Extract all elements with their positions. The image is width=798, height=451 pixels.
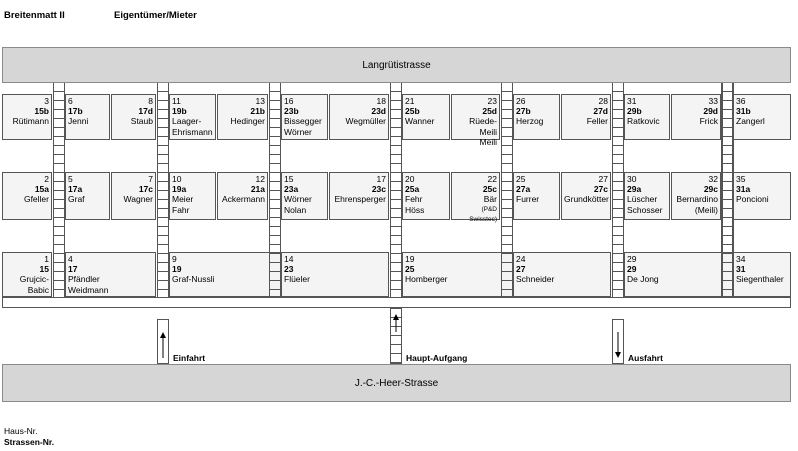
street-number: 29d [703,106,718,117]
street-number: 23b [284,106,299,117]
street-number: 27b [516,106,531,117]
house-number: 16 [284,96,294,106]
house-number: 21 [405,96,415,106]
street-number: 31 [736,264,746,275]
row3-unit-14 [281,252,389,297]
owner-name: Schneider [516,274,555,285]
street-number: 23d [371,106,386,117]
street-number: 27d [593,106,608,117]
row3-unit-4 [65,252,156,297]
house-number: 6 [68,96,73,106]
stairwell-8 [721,83,733,297]
owner-name: Furrer [516,194,540,205]
row1-unit-11 [169,94,216,140]
house-number: 25 [516,174,526,184]
row2-unit-17 [329,172,389,220]
row1-unit-36 [733,94,791,140]
row1-unit-21 [402,94,450,140]
house-number: 33 [708,96,718,106]
street-number: 27a [516,184,531,195]
street-bottom: J.-C.-Heer-Strasse [2,364,791,402]
row2-unit-27 [561,172,611,220]
owner-name: Frick [699,116,718,127]
owner-name: Ratkovic [627,116,660,127]
owner-name: Ehrensperger [334,194,386,205]
street-number: 17a [68,184,83,195]
street-number: 19b [172,106,187,117]
row1-unit-23 [451,94,500,147]
house-number: 14 [284,254,294,264]
owner-name-2: Nolan [284,204,307,215]
owner-name: Zangerl [736,116,765,127]
house-number: 5 [68,174,73,184]
owner-name: Siegenthaler [736,274,784,285]
row2-unit-7 [111,172,156,220]
house-number: 20 [405,174,415,184]
owner-name: Bissegger [284,116,322,127]
label-einfahrt: Einfahrt [173,353,206,363]
row1-unit-3 [2,94,52,140]
house-number: 4 [68,254,73,264]
arrow-down-icon [612,330,624,360]
owner-name: Jenni [68,116,89,127]
street-number: 17d [138,106,153,117]
house-number: 35 [736,174,746,184]
house-number: 12 [255,174,265,184]
house-number: 7 [148,174,153,184]
owner-name: Staub [130,116,153,127]
arrow-up-icon [157,330,169,360]
owner-name: Wegmüller [345,116,386,127]
house-number: 22 [487,174,497,184]
stairwell-3 [269,83,281,297]
house-number: 11 [172,96,181,106]
street-number: 15 [39,264,49,275]
stairwell-2 [157,83,169,297]
row1-unit-18 [329,94,389,140]
row2-unit-35 [733,172,791,220]
street-number: 15a [34,184,49,195]
house-number: 32 [708,174,718,184]
street-number: 17 [68,264,78,275]
street-number: 21b [250,106,265,117]
street-number: 27 [516,264,526,275]
street-number: 21a [250,184,265,195]
house-number: 8 [148,96,153,106]
owner-name: Hedinger [230,116,265,127]
owner-name-2: Schosser [627,204,663,215]
owner-name: Gfeller [23,194,49,205]
owner-name-2: Höss [405,204,425,215]
stairwell-1 [53,83,65,297]
row2-unit-22 [451,172,500,223]
owner-name: Pfändler [68,274,100,285]
owner-name: Wörner [284,194,312,205]
stairwell-5 [501,83,513,297]
owner-name: Graf [68,194,85,205]
owner-name: Homberger [405,274,448,285]
house-number: 1 [44,254,49,264]
owner-name-2: Fahr [172,204,190,215]
row2-unit-25 [513,172,560,220]
owner-name: Wanner [405,116,435,127]
house-number: 26 [516,96,526,106]
house-number: 34 [736,254,746,264]
row1-unit-16 [281,94,328,140]
street-number: 25 [405,264,415,275]
legend-street-number: Strassen-Nr. [4,437,55,447]
arrow-up-main-icon [390,312,402,334]
row2-unit-2 [2,172,52,220]
row2-unit-15 [281,172,328,220]
owner-name: Ackermann [222,194,265,205]
row1-unit-26 [513,94,560,140]
row2-unit-32 [671,172,721,220]
row3-unit-1 [2,252,52,297]
house-number: 29 [627,254,637,264]
owner-name: Flüeler [284,274,310,285]
house-number: 24 [516,254,526,264]
house-number: 27 [598,174,608,184]
street-number: 25c [482,184,497,195]
house-number: 36 [736,96,746,106]
row3-unit-29 [624,252,733,297]
street-number: 27c [593,184,608,195]
row1-unit-28 [561,94,611,140]
street-number: 25d [482,106,497,117]
row2-unit-10 [169,172,216,220]
house-number: 10 [172,174,182,184]
house-number: 2 [44,174,49,184]
owner-name-2: Meili [479,136,497,147]
house-number: 9 [172,254,177,264]
owner-name: Rütimann [12,116,49,127]
legend-house-number: Haus-Nr. [4,426,38,436]
house-number: 18 [376,96,386,106]
street-number: 19a [172,184,187,195]
owner-name: Wagner [123,194,153,205]
street-number: 17b [68,106,83,117]
street-number: 29 [627,264,637,275]
house-number: 19 [405,254,415,264]
row3-unit-9 [169,252,281,297]
owner-name: Fehr [405,194,423,205]
row1-unit-13 [217,94,268,140]
owner-name: Herzog [516,116,544,127]
row3-unit-34 [733,252,791,297]
house-number: 17 [376,174,386,184]
owner-name: Poncioni [736,194,769,205]
row1-unit-6 [65,94,110,140]
owner-name: Grundkötter [564,194,609,205]
row2-unit-12 [217,172,268,220]
street-number: 31b [736,106,751,117]
stairwell-4 [390,83,402,297]
street-number: 19 [172,264,182,275]
owner-name: Graf-Nussli [172,274,215,285]
street-number: 29a [627,184,642,195]
owner-name: Meier [172,194,194,205]
house-number: 23 [487,96,497,106]
owner-name: Bär [483,194,497,205]
street-top: Langrütistrasse [2,47,791,83]
row1-unit-31 [624,94,670,140]
owner-name-2: Wörner [284,126,312,137]
row2-unit-20 [402,172,450,220]
house-number: 15 [284,174,294,184]
row2-unit-30 [624,172,670,220]
street-number: 15b [34,106,49,117]
house-number: 3 [44,96,49,106]
owner-name-2: (P&D Swisstec) [469,205,497,223]
street-number: 23c [371,184,386,195]
house-number: 28 [598,96,608,106]
street-number: 25b [405,106,420,117]
row2-unit-5 [65,172,110,220]
house-number: 30 [627,174,637,184]
owner-name: Grujcic- [19,274,49,285]
owner-name: Lüscher [627,194,658,205]
owner-name: Rüede-Meili [469,116,497,137]
row1-unit-33 [671,94,721,140]
owner-name: Laager- [172,116,202,127]
row3-unit-19 [402,252,513,297]
house-number: 13 [255,96,265,106]
row3-unit-24 [513,252,611,297]
street-number: 17c [138,184,153,195]
label-ausfahrt: Ausfahrt [628,353,663,363]
owner-name-2: Babic [27,284,49,295]
row1-unit-8 [111,94,156,140]
street-number: 29c [703,184,718,195]
subtitle: Eigentümer/Mieter [114,10,197,21]
street-number: 25a [405,184,420,195]
owner-name: De Jong [627,274,659,285]
street-number: 23 [284,264,294,275]
owner-name: Bernardino [676,194,718,205]
street-number: 29b [627,106,642,117]
title: Breitenmatt II [4,10,65,21]
owner-name-2: Ehrismann [172,126,213,137]
corridor-strip [2,297,791,308]
label-haupt-aufgang: Haupt-Aufgang [406,353,468,363]
owner-name-2: (Meili) [694,204,718,215]
stairwell-6 [612,83,624,297]
house-number: 31 [627,96,637,106]
street-number: 31a [736,184,751,195]
street-number: 23a [284,184,299,195]
owner-name: Feller [586,116,608,127]
owner-name-2: Weidmann [68,284,109,295]
